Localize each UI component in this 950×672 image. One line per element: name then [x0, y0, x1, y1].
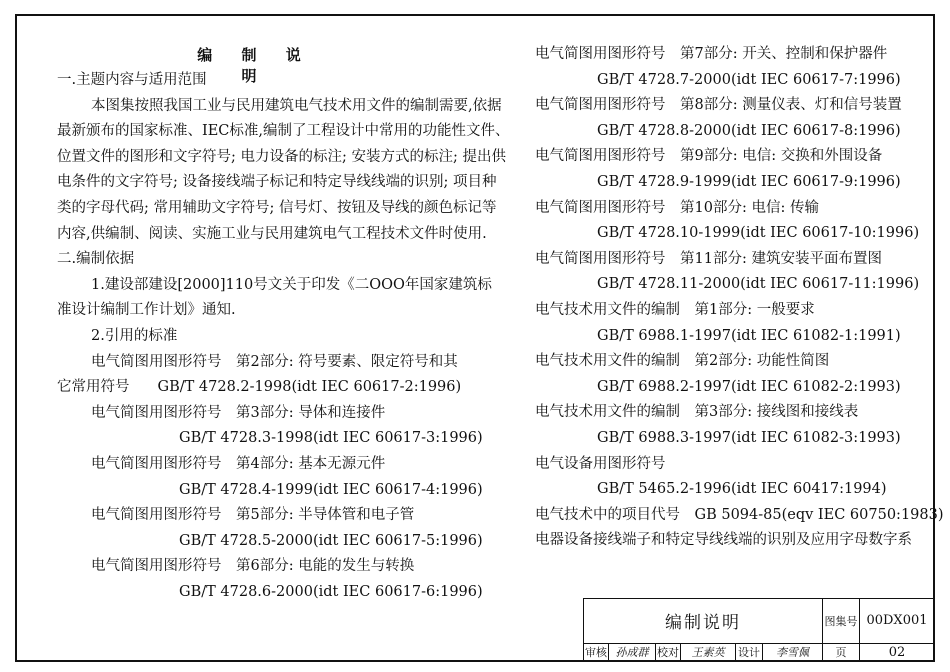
left-line — [57, 222, 497, 248]
right-line — [535, 272, 930, 298]
right-line-text: 电气简图用图形符号 第10部分: 电信: 传输 — [535, 199, 819, 216]
left-line — [57, 119, 510, 145]
left-line-text: 位置文件的图形和文字符号; 电力设备的标注; 安装方式的标注; 提出供 — [57, 148, 506, 165]
right-line — [535, 349, 930, 375]
right-line-text: 电气设备用图形符号 — [535, 455, 666, 472]
left-line — [57, 478, 497, 504]
left-line-text: GB/T 4728.6-2000(idt IEC 60617-6:1996) — [179, 583, 483, 600]
page-label: 页 — [823, 643, 860, 661]
right-line — [535, 221, 930, 247]
left-line-text: 二.编制依据 — [57, 251, 135, 268]
review-signature: 孙成群 — [615, 646, 649, 660]
left-line — [57, 68, 497, 94]
design-label: 设计 — [736, 643, 763, 661]
page-number: 02 — [860, 643, 935, 661]
left-line — [57, 554, 497, 580]
right-line-text: 电气简图用图形符号 第7部分: 开关、控制和保护器件 — [535, 46, 888, 62]
right-column — [535, 42, 944, 554]
left-line — [57, 298, 497, 324]
right-line — [535, 93, 930, 119]
left-line-text: 类的字母代码; 常用辅助文字符号; 信号灯、按钮及导线的颜色标记等 — [57, 199, 497, 216]
left-line-text: 电气简图用图形符号 第2部分: 符号要素、限定符号和其 — [91, 353, 458, 370]
right-line — [535, 503, 944, 529]
right-line-text: 电气简图用图形符号 第8部分: 测量仪表、灯和信号装置 — [535, 97, 902, 114]
right-line-text: GB/T 4728.9-1999(idt IEC 60617-9:1996) — [597, 173, 901, 190]
atlas-number: 00DX001 — [860, 599, 935, 644]
right-line — [535, 528, 930, 554]
left-line-code: GB/T 4728.2-1998(idt IEC 60617-2:1996) — [157, 379, 462, 396]
right-line-text: GB/T 6988.1-1997(idt IEC 61082-1:1991) — [597, 327, 901, 344]
page-title: 编 制 说 明 — [197, 46, 313, 85]
left-line — [57, 529, 497, 555]
left-line-text: 电气简图用图形符号 第6部分: 电能的发生与转换 — [91, 558, 415, 575]
left-line — [57, 170, 497, 196]
title-block — [583, 598, 935, 662]
right-line — [535, 298, 930, 324]
right-line — [535, 170, 930, 196]
right-line — [535, 247, 930, 273]
right-line — [535, 400, 930, 426]
left-column — [57, 68, 510, 605]
right-line-text: GB/T 4728.10-1999(idt IEC 60617-10:1996) — [597, 225, 920, 242]
left-line — [57, 426, 497, 452]
right-line — [535, 477, 930, 503]
left-line-text: 准设计编制工作计划》通知. — [57, 302, 236, 319]
left-line-text: 本图集按照我国工业与民用建筑电气技术用文件的编制需要,依据 — [91, 97, 502, 114]
left-line — [57, 580, 497, 606]
right-line — [535, 324, 930, 350]
right-line-text: GB/T 6988.2-1997(idt IEC 61082-2:1993) — [597, 378, 901, 395]
left-line — [57, 452, 497, 478]
review-label: 审核 — [584, 643, 609, 661]
left-line-text: 内容,供编制、阅读、实施工业与民用建筑电气工程技术文件时使用. — [57, 225, 487, 242]
right-line — [535, 375, 930, 401]
left-line — [57, 375, 497, 401]
right-line-text: 电器设备接线端子和特定导线线端的识别及应用字母数字系 — [535, 532, 912, 549]
left-line — [57, 273, 497, 299]
left-line — [57, 196, 497, 222]
left-line — [57, 401, 497, 427]
check-label: 校对 — [656, 643, 681, 661]
right-line — [535, 426, 930, 452]
check-signature: 王素英 — [691, 646, 725, 660]
left-line-text: GB/T 4728.3-1998(idt IEC 60617-3:1996) — [179, 430, 483, 447]
right-line-text: GB/T 5465.2-1996(idt IEC 60417:1994) — [597, 481, 887, 498]
right-line-text: 电气技术用文件的编制 第1部分: 一般要求 — [535, 301, 815, 318]
right-line-text: 电气技术用文件的编制 第3部分: 接线图和接线表 — [535, 404, 859, 421]
title-block-name: 编制说明 — [584, 599, 823, 644]
right-line-text: 电气技术用文件的编制 第2部分: 功能性简图 — [535, 353, 830, 370]
left-line-text: 2.引用的标准 — [91, 327, 178, 344]
atlas-number-label: 图集号 — [823, 599, 860, 644]
left-line — [57, 94, 502, 120]
right-line — [535, 42, 930, 68]
right-line-text: 电气简图用图形符号 第11部分: 建筑安装平面布置图 — [535, 250, 882, 267]
left-line-text: 它常用符号 — [57, 379, 130, 396]
right-line-text: GB/T 4728.7-2000(idt IEC 60617-7:1996) — [597, 71, 901, 88]
left-line-text: GB/T 4728.4-1999(idt IEC 60617-4:1996) — [179, 481, 483, 498]
left-line — [57, 145, 506, 171]
right-line — [535, 119, 930, 145]
left-line — [57, 350, 497, 376]
right-line — [535, 452, 930, 478]
right-line-text: GB/T 4728.11-2000(idt IEC 60617-11:1996) — [597, 276, 920, 293]
left-line-text: GB/T 4728.5-2000(idt IEC 60617-5:1996) — [179, 532, 483, 549]
left-line-text: 电气简图用图形符号 第5部分: 半导体管和电子管 — [91, 507, 415, 524]
left-line-text: 一.主题内容与适用范围 — [57, 72, 207, 88]
right-line-text: GB/T 6988.3-1997(idt IEC 61082-3:1993) — [597, 429, 901, 446]
left-line-text: 最新颁布的国家标准、IEC标准,编制了工程设计中常用的功能性文件、 — [57, 123, 510, 140]
left-line — [57, 503, 497, 529]
right-line — [535, 196, 930, 222]
left-line-text: 电条件的文字符号; 设备接线端子标记和特定导线线端的识别; 项目种 — [57, 174, 497, 191]
left-line-text: 电气简图用图形符号 第3部分: 导体和连接件 — [91, 404, 386, 421]
right-line — [535, 144, 930, 170]
right-line-text: 电气简图用图形符号 第9部分: 电信: 交换和外围设备 — [535, 148, 883, 165]
left-line — [57, 247, 497, 273]
left-line-text: 1.建设部建设[2000]110号文关于印发《二OOO年国家建筑标 — [91, 276, 492, 293]
left-line — [57, 324, 497, 350]
right-line-text: 电气技术中的项目代号 GB 5094-85(eqv IEC 60750:1983) — [535, 506, 944, 523]
design-signature: 李雪佩 — [776, 646, 809, 660]
right-line — [535, 68, 930, 94]
right-line-text: GB/T 4728.8-2000(idt IEC 60617-8:1996) — [597, 122, 901, 139]
left-line-text: 电气简图用图形符号 第4部分: 基本无源元件 — [91, 455, 386, 472]
